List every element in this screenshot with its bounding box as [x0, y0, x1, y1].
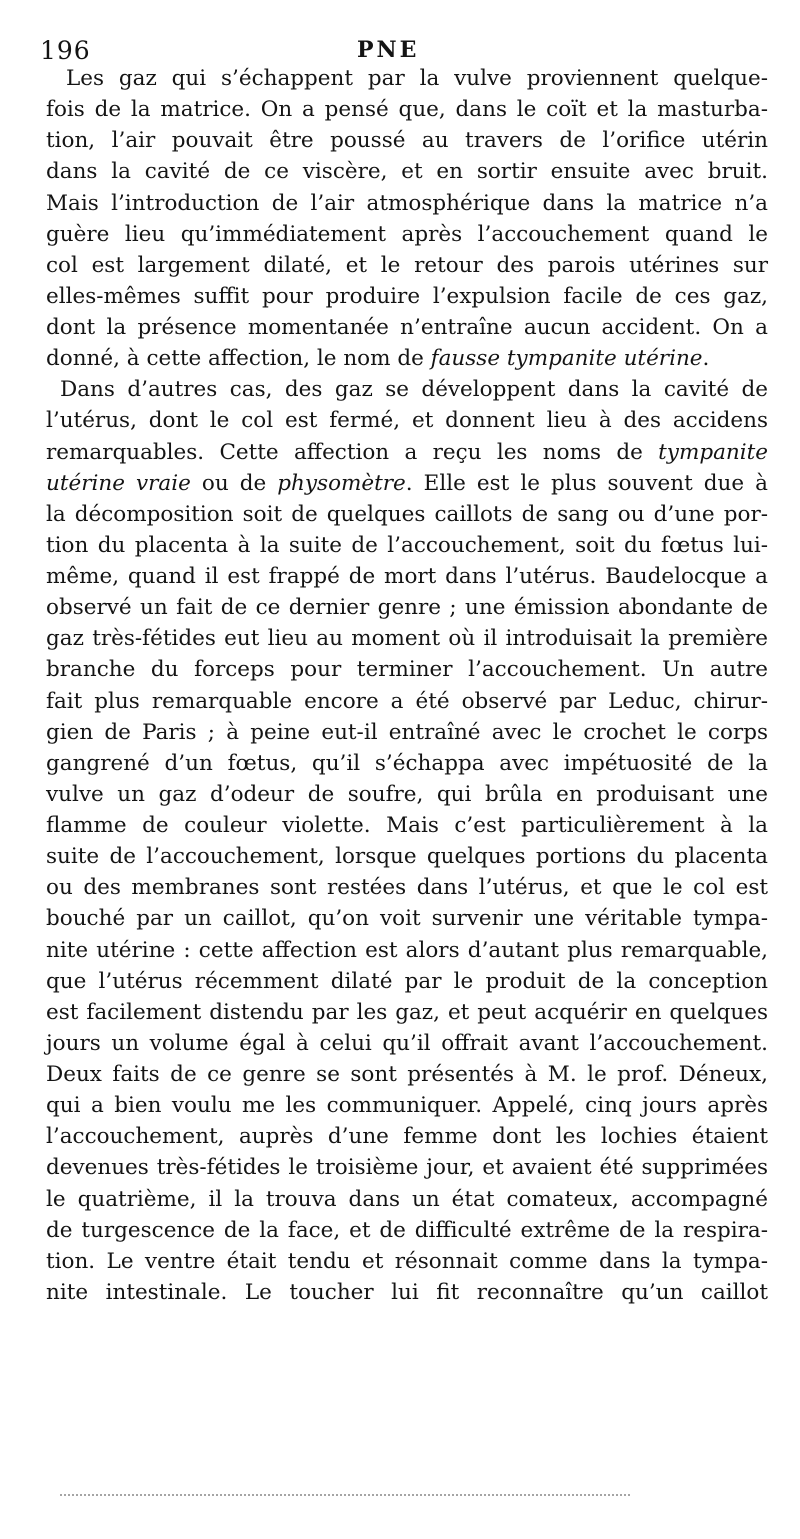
text-line: observé un fait de ce dernier genre ; une émission abondante de: [46, 595, 768, 621]
text-line: gaz très-fétides eut lieu au moment où il introduisait la première: [46, 626, 768, 652]
text-run: ou de: [190, 470, 278, 496]
italic-term: physomètre: [277, 470, 406, 496]
text-line: qui a bien voulu me les communiquer. Appelé, cinq jours après: [46, 1093, 768, 1119]
text-line: gien de Paris ; à peine eut-il entraîné avec le crochet le corps: [46, 719, 768, 745]
text-run: remarquables. Cette affection a reçu les noms de: [46, 439, 659, 465]
body-text: [46, 63, 768, 1308]
text-line: ou des membranes sont restées dans l’utérus, et que le col est: [46, 875, 768, 901]
text-line: est facilement distendu par les gaz, et peut acquérir en quelques: [46, 999, 768, 1025]
text-line: Dans d’autres cas, des gaz se développent dans la cavité de: [60, 377, 768, 403]
text-line: l’utérus, dont le col est fermé, et donnent lieu à des accidens: [46, 408, 768, 434]
text-line: branche du forceps pour terminer l’accouchement. Un autre: [46, 657, 768, 683]
text-line: [46, 437, 768, 468]
text-run: donné, à cette affection, le nom de: [46, 346, 431, 372]
text-line: tion. Le ventre était tendu et résonnait comme dans la tympa-: [46, 1248, 768, 1274]
text-line: de turgescence de la face, et de difficulté extrême de la respira-: [46, 1217, 768, 1243]
italic-term: fausse tympanite utérine: [430, 346, 703, 372]
text-line: tion, l’air pouvait être poussé au travers de l’orifice utérin: [46, 128, 768, 154]
text-line: devenues très-fétides le troisième jour, et avaient été supprimées: [46, 1155, 768, 1181]
italic-term: tympanite: [658, 439, 768, 465]
text-line: guère lieu qu’immédiatement après l’accouchement quand le: [46, 221, 768, 247]
text-line: bouché par un caillot, qu’on voit survenir une véritable tympa-: [46, 906, 768, 932]
text-line: dans la cavité de ce viscère, et en sortir ensuite avec bruit.: [46, 159, 768, 185]
text-line: [46, 343, 768, 374]
text-line: suite de l’accouchement, lorsque quelques portions du placenta: [46, 844, 768, 870]
text-line: nite intestinale. Le toucher lui fit reconnaître qu’un caillot: [46, 1279, 768, 1305]
bottom-bleed-through-rule: [60, 1494, 630, 1499]
text-line: Deux faits de ce genre se sont présentés à M. le prof. Déneux,: [46, 1062, 768, 1087]
text-line: fait plus remarquable encore a été observé par Leduc, chirur-: [46, 688, 768, 714]
page-number: 196: [40, 36, 91, 65]
text-line: même, quand il est frappé de mort dans l’utérus. Baudelocque a: [46, 564, 768, 589]
text-line: la décomposition soit de quelques caillots de sang ou d’une por-: [46, 501, 768, 527]
text-line: tion du placenta à la suite de l’accouchement, soit du fœtus lui-: [46, 532, 768, 558]
text-line: que l’utérus récemment dilaté par le produit de la conception: [46, 968, 768, 994]
text-line: Mais l’introduction de l’air atmosphérique dans la matrice n’a: [46, 190, 768, 216]
text-run: .: [702, 346, 710, 372]
text-line: nite utérine : cette affection est alors d’autant plus remarquable,: [46, 937, 768, 963]
text-line: Les gaz qui s’échappent par la vulve proviennent quelque-: [66, 66, 768, 91]
running-head: PNE: [357, 37, 420, 63]
text-line: col est largement dilaté, et le retour des parois utérines sur: [46, 252, 768, 278]
text-line: vulve un gaz d’odeur de soufre, qui brûla en produisant une: [46, 781, 768, 807]
text-line: dont la présence momentanée n’entraîne aucun accident. On a: [46, 315, 768, 340]
text-line: [46, 468, 768, 499]
text-line: jours un volume égal à celui qu’il offrait avant l’accouchement.: [46, 1030, 768, 1056]
italic-term: utérine vraie: [46, 470, 191, 496]
text-line: le quatrième, il la trouva dans un état comateux, accompagné: [46, 1186, 768, 1212]
text-line: l’accouchement, auprès d’une femme dont les lochies étaient: [46, 1124, 768, 1150]
text-line: flamme de couleur violette. Mais c’est particulièrement à la: [46, 813, 768, 838]
text-line: gangrené d’un fœtus, qu’il s’échappa avec impétuosité de la: [46, 750, 768, 776]
text-run: . Elle est le plus souvent due à: [405, 470, 768, 496]
text-line: fois de la matrice. On a pensé que, dans le coït et la masturba-: [46, 97, 768, 123]
text-line: elles-mêmes suffit pour produire l’expulsion facile de ces gaz,: [46, 283, 768, 309]
